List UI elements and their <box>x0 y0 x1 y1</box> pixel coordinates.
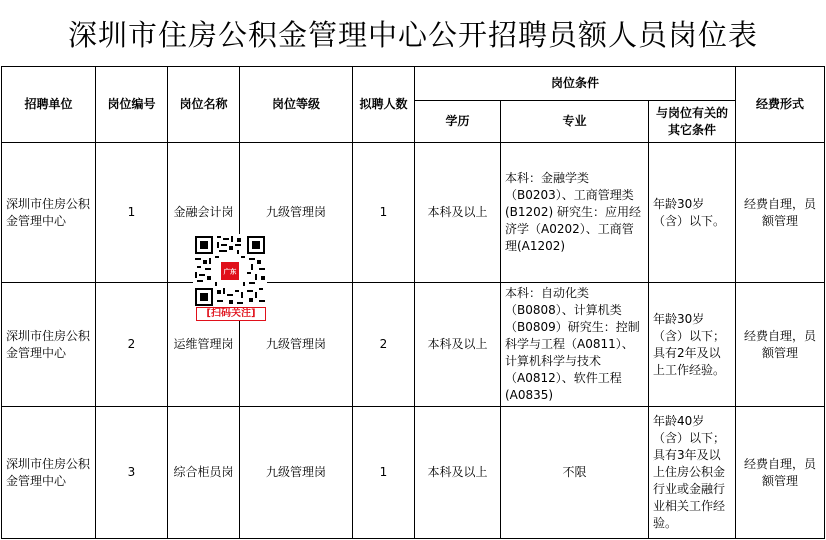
cell-level: 九级管理岗 <box>240 143 353 283</box>
table-row <box>2 143 825 283</box>
cell-other: 年龄30岁（含）以下。 <box>649 143 736 283</box>
cell-education: 本科及以上 <box>415 407 501 539</box>
page-title: 深圳市住房公积金管理中心公开招聘员额人员岗位表 <box>67 17 758 52</box>
cell-name: 综合柜员岗 <box>168 407 240 539</box>
qr-badge: 广东 <box>223 267 237 276</box>
cell-code: 1 <box>96 143 168 283</box>
cell-funding: 经费自理，员额管理 <box>736 407 825 539</box>
header-count: 拟聘人数 <box>353 67 415 143</box>
cell-education: 本科及以上 <box>415 143 501 283</box>
cell-funding: 经费自理，员额管理 <box>736 143 825 283</box>
cell-count: 2 <box>353 283 415 407</box>
cell-major: 本科：金融学类（B0203）、工商管理类(B1202) 研究生：应用经济学（A0202）、工商管理(A1202) <box>501 143 649 283</box>
header-conditions: 岗位条件 <box>415 67 736 101</box>
table-row <box>2 283 825 407</box>
cell-major: 不限 <box>501 407 649 539</box>
cell-code: 3 <box>96 407 168 539</box>
qr-label: [扫码关注] <box>196 307 266 321</box>
cell-unit: 深圳市住房公积金管理中心 <box>2 407 96 539</box>
cell-name: 运维管理岗 <box>168 283 240 407</box>
header-level: 岗位等级 <box>240 67 353 143</box>
header-education: 学历 <box>415 101 501 143</box>
positions-table <box>1 66 825 539</box>
cell-unit: 深圳市住房公积金管理中心 <box>2 283 96 407</box>
qr-code[interactable] <box>193 234 267 308</box>
cell-count: 1 <box>353 407 415 539</box>
cell-unit: 深圳市住房公积金管理中心 <box>2 143 96 283</box>
cell-other: 年龄30岁（含）以下；具有2年及以上工作经验。 <box>649 283 736 407</box>
cell-education: 本科及以上 <box>415 283 501 407</box>
cell-funding: 经费自理，员额管理 <box>736 283 825 407</box>
cell-code: 2 <box>96 283 168 407</box>
header-other: 与岗位有关的其它条件 <box>649 101 736 143</box>
header-name: 岗位名称 <box>168 67 240 143</box>
cell-other: 年龄40岁（含）以下；具有3年及以上住房公积金行业或金融行业相关工作经验。 <box>649 407 736 539</box>
cell-name: 金融会计岗 <box>168 143 240 283</box>
header-unit: 招聘单位 <box>2 67 96 143</box>
cell-level: 九级管理岗 <box>240 407 353 539</box>
header-funding: 经费形式 <box>736 67 825 143</box>
cell-count: 1 <box>353 143 415 283</box>
cell-level: 九级管理岗 <box>240 283 353 407</box>
cell-major: 本科：自动化类（B0808）、计算机类（B0809）研究生：控制科学与工程（A0811）、计算机科学与技术（A0812）、软件工程(A0835) <box>501 283 649 407</box>
table-row <box>2 407 825 539</box>
header-major: 专业 <box>501 101 649 143</box>
header-code: 岗位编号 <box>96 67 168 143</box>
